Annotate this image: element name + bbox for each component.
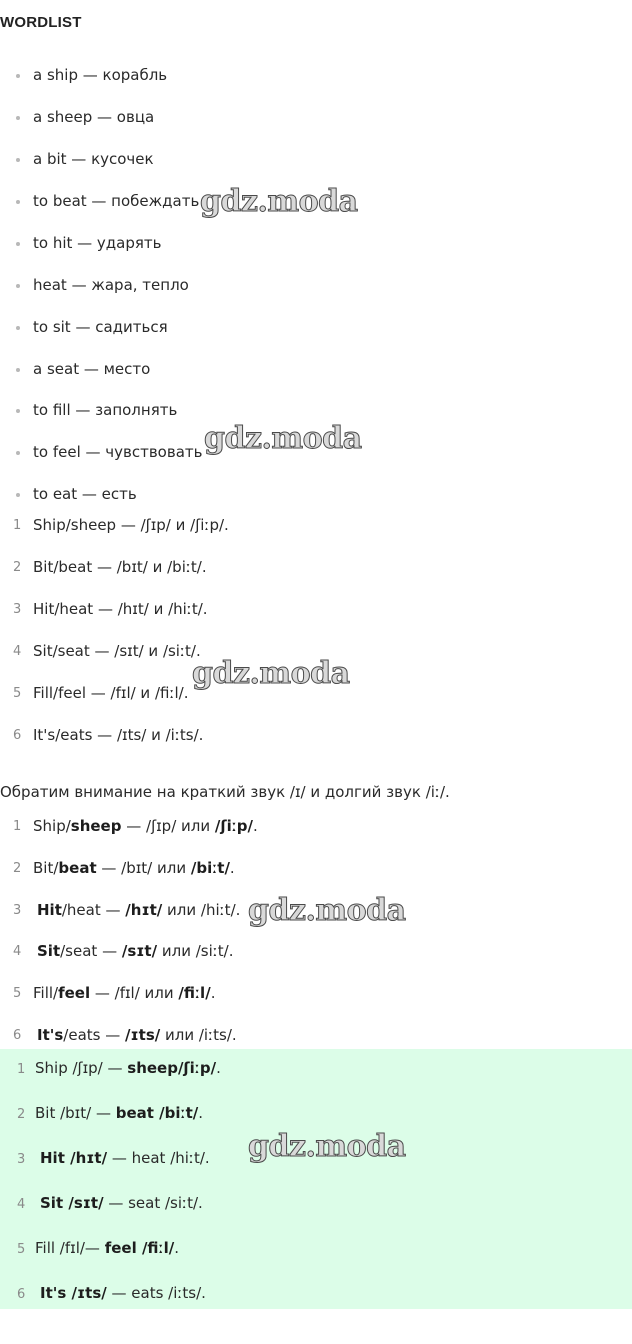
item-number: 3 (17, 1152, 26, 1167)
wordlist-text: a ship — корабль (33, 66, 168, 84)
bullet-icon (16, 451, 20, 455)
item-text: It's /ɪts/ — eats /iːts/. (40, 1284, 206, 1302)
page-title: WORDLIST (0, 14, 82, 31)
wordlist-text: to beat — побеждать (33, 192, 200, 210)
bullet-icon (16, 493, 20, 497)
item-text: It's/eats — /ɪts/ или /iːts/. (37, 1026, 237, 1044)
item-text: Bit/beat — /bɪt/ и /biːt/. (33, 558, 207, 576)
bullet-icon (16, 409, 20, 413)
watermark: gdz.moda (204, 421, 362, 456)
item-number: 6 (13, 728, 22, 743)
item-number: 2 (13, 861, 22, 876)
bullet-icon (16, 116, 20, 120)
item-number: 3 (13, 903, 22, 918)
bullet-icon (16, 158, 20, 162)
item-number: 3 (13, 602, 22, 617)
item-text: It's/eats — /ɪts/ и /iːts/. (33, 726, 204, 744)
item-text: Ship /ʃɪp/ — sheep/ʃiːp/. (35, 1059, 221, 1077)
item-number: 6 (13, 1028, 22, 1043)
bullet-icon (16, 242, 20, 246)
wordlist-text: heat — жара, тепло (33, 276, 189, 294)
wordlist-text: to sit — садиться (33, 318, 168, 336)
item-text: Fill /fɪl/— feel /fiːl/. (35, 1239, 180, 1257)
item-text: Sit/seat — /sɪt/ и /siːt/. (33, 642, 201, 660)
item-text: Fill/feel — /fɪl/ или /fiːl/. (33, 984, 216, 1002)
item-text: Sit /sɪt/ — seat /siːt/. (40, 1194, 203, 1212)
item-number: 2 (13, 560, 22, 575)
note-text: Обратим внимание на краткий звук /ɪ/ и долгий звук /iː/. (0, 783, 450, 801)
wordlist-text: to hit — ударять (33, 234, 162, 252)
item-number: 6 (17, 1287, 26, 1302)
wordlist-text: to eat — есть (33, 485, 137, 503)
wordlist-text: to fill — заполнять (33, 401, 178, 419)
watermark: gdz.moda (248, 893, 406, 928)
item-text: Bit /bɪt/ — beat /biːt/. (35, 1104, 204, 1122)
watermark: gdz.moda (248, 1129, 406, 1164)
item-text: Ship/sheep — /ʃɪp/ или /ʃiːp/. (33, 817, 258, 835)
bullet-icon (16, 284, 20, 288)
item-number: 5 (17, 1242, 26, 1257)
item-number: 1 (13, 518, 22, 533)
item-number: 1 (17, 1062, 26, 1077)
item-number: 1 (13, 819, 22, 834)
bullet-icon (16, 368, 20, 372)
wordlist-text: a bit — кусочек (33, 150, 154, 168)
item-text: Bit/beat — /bɪt/ или /biːt/. (33, 859, 235, 877)
watermark: gdz.moda (200, 184, 358, 219)
item-text: Ship/sheep — /ʃɪp/ и /ʃiːp/. (33, 516, 229, 534)
bullet-icon (16, 326, 20, 330)
item-number: 4 (13, 644, 22, 659)
item-text: Fill/feel — /fɪl/ и /fiːl/. (33, 684, 189, 702)
item-number: 2 (17, 1107, 26, 1122)
item-text: Hit/heat — /hɪt/ и /hiːt/. (33, 600, 208, 618)
item-number: 4 (17, 1197, 26, 1212)
item-text: Hit/heat — /hɪt/ или /hiːt/. (37, 901, 241, 919)
wordlist-text: a seat — место (33, 360, 151, 378)
wordlist-text: a sheep — овца (33, 108, 155, 126)
item-text: Hit /hɪt/ — heat /hiːt/. (40, 1149, 210, 1167)
bullet-icon (16, 200, 20, 204)
item-number: 4 (13, 944, 22, 959)
bullet-icon (16, 74, 20, 78)
wordlist-text: to feel — чувствовать (33, 443, 203, 461)
item-number: 5 (13, 686, 22, 701)
watermark: gdz.moda (192, 656, 350, 691)
answer-block (0, 1049, 632, 1309)
item-text: Sit/seat — /sɪt/ или /siːt/. (37, 942, 234, 960)
item-number: 5 (13, 986, 22, 1001)
